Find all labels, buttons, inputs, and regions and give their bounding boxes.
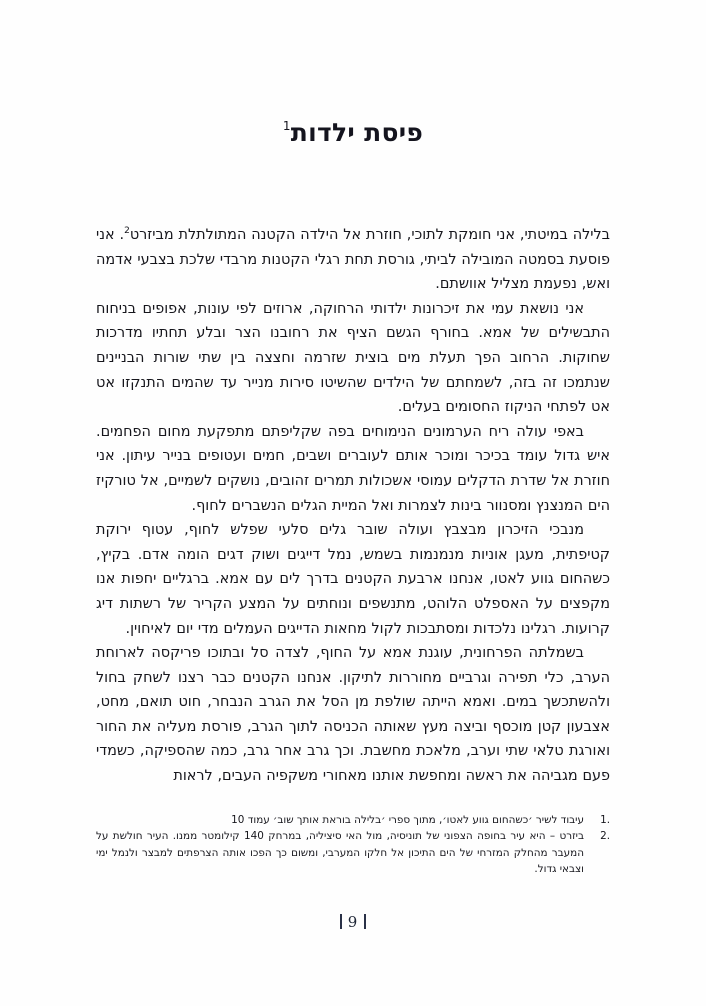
footnotes-section — [96, 812, 610, 878]
folio — [334, 913, 372, 931]
paragraph-5: בשמלתה הפרחונית, עוגנת אמא על החוף, לצדה סל ובתוכו פריקסה לארוחת הערב, כלי תפירה וגרביים מחוררות לתיקון. אנחנו הקטנים כבר רצנו לשחק בחול ולהשתכשך במים. ואמא הייתה שולפת מן הסל את הגרב הנבחר, חוט תואם, מחט, אצבעון קטן מוכסף וביצה מעץ שאותה הכניסה לתוך הגרב, פורסת מעליה את החור ואורגת טלאי שתי וערב, מלאכת מחשבת. וכך גרב אחר גרב, כמה שהספיקה, כשמדי פעם מגביהה את ראשה ומחפשת אותנו מאחורי משקפיה העבים, לראות — [96, 645, 610, 785]
paragraph-4: מנבכי הזיכרון מבצבץ ועולה שובר גלים סלעי שפלש לחוף, עטוף ירוקת קטיפתית, מעגן אוניות מנמנמות בשמש, נמל דייגים ושוק דגים הומה אדם. בקיץ, כשהחום גווע לאטו, אנחנו ארבעת הקטנים בדרך לים עם אמא. ברגליים יחפות אנו מקפצים על האספלט הלוהט, מתנשפים ונוחתים על המצע הקריר של רשתות דיג קרועות. רגלינו נלכדות ומסתבכות לקול מחאות הדייגים העמלים מדי יום לאיחוין. — [96, 522, 610, 637]
footnote-ref-2[interactable]: 2 — [124, 226, 130, 237]
footnote-number: 2. — [600, 830, 610, 843]
footnote-text: עיבוד לשיר ׳כשהחום גווע לאטו׳, מתוך ספרי ׳בלילה בוראת אותך שוב׳ עמוד 10 — [231, 814, 584, 826]
footnote-ref-1[interactable]: 1 — [282, 118, 291, 133]
chapter-title-text: פיסת ילדות — [290, 118, 424, 147]
footnote-item-1 — [96, 812, 610, 828]
paragraph-2: אני נושאת עמי את זיכרונות ילדותי הרחוקה, ארוזים לפי עונות, אפופים בניחוח התבשילים של אמא. בחורף הגשם הציף את רחובנו הצר ובלע תחתיו מדרכות שחוקות. הרחוב הפך תעלת מים בוצית שזרמה וחצצה בין שתי שורות הבניינים שנתמכו זה בזה, לשמחתם של הילדים שהשיטו סירות מנייר עד שהמים התנקזו אט אט לפתחי הניקוז החסומים בעלים. — [96, 300, 610, 416]
footnote-item-2 — [96, 828, 610, 877]
page-number: 9 — [347, 913, 359, 931]
body-text — [96, 223, 610, 789]
folio-bar-right — [364, 914, 366, 929]
page-title — [96, 0, 610, 147]
paragraph-1 — [96, 223, 610, 297]
footnote-number: 1. — [600, 814, 610, 826]
footnote-text: ביזרט – היא עיר בחופה הצפוני של תוניסיה, מול האי סיציליה, במרחק 140 קילומטר ממנו. העיר חולשת על המעבר מהחלק המזרחי של הים התיכון אל חלקו המערבי, ומשום כך הפכו אותה הצרפתים למבצר ולנמל ימי וצבאי גדול. — [96, 830, 584, 876]
paragraph-1-text-cont: . אני פוסעת בסמטה המובילה לביתי, גורסת תחת רגלי הקטנות מרבדי שלכת בצבעי אדמה ואש, נפעמת מצליל אוושתם. — [96, 227, 610, 293]
folio-bar-left — [340, 914, 342, 929]
paragraph-3: באפי עולה ריח הערמונים הנימוחים בפה שקליפתם מתפקעת מחום הפחמים. איש גדול עומד בכיכר ומוכר אותם לעוברים ושבים, חמים ועטופים בנייר עיתון. אני חוזרת אל שדרת הדקלים עמוסי אשכולות תמרים זהובים, נושקים לשמיים, אל טורקיז הים המנצנץ ומסנוור בינות לצמרות ואל המיית הגלים הנשברים לחוף. — [96, 423, 610, 514]
page-footer — [0, 912, 706, 931]
paragraph-1-text: בלילה במיטתי, אני חומקת לתוכי, חוזרת אל הילדה הקטנה המתולתלת מביזרט — [129, 227, 611, 243]
